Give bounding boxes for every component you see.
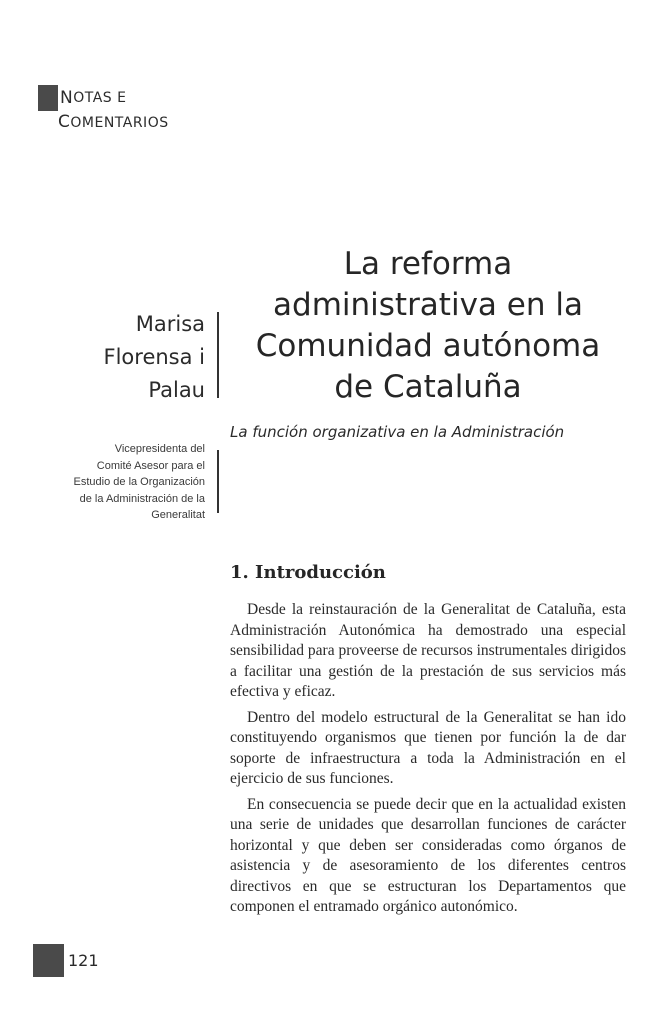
title-line-1: La reforma <box>343 246 513 282</box>
page-number-block <box>33 944 64 977</box>
paragraph-2: Dentro del modelo estructural de la Generalitat se han ido constituyendo organismos que tienen por función la de dar soporte de infraestructura a toda la Administración en el ejercicio de sus funciones. <box>230 708 626 787</box>
section-header-line-1 <box>38 85 169 111</box>
author-column <box>20 308 215 524</box>
page-number: 121 <box>68 951 99 970</box>
paragraph-3: En consecuencia se puede decir que en la actualidad existen una serie de unidades que desarrollan funciones de carácter horizontal y que deben ser consideradas como órganos de asistencia y de asesoramiento de los diferentes centros directivos en que se estructuran los Departamentos que componen el entramado orgánico autonómico. <box>230 795 626 915</box>
author-name <box>20 308 215 407</box>
article-title <box>228 244 628 408</box>
author-role-line-5: Generalitat <box>151 509 205 521</box>
author-role-divider <box>217 450 219 513</box>
article-subtitle: La función organizativa en la Administración <box>230 423 565 441</box>
author-name-line-2: Florensa i <box>103 345 205 369</box>
paragraph-1: Desde la reinstauración de la Generalitat de Cataluña, esta Administración Autonómica ha demostrado una especial sensibilidad para proveerse de recursos instrumentales dirigidos a facilitar una gestión de la prestación de sus servicios más efectiva y eficaz. <box>230 601 626 700</box>
page-footer <box>33 944 99 977</box>
author-name-line-3: Palau <box>148 378 205 402</box>
author-role <box>20 441 215 524</box>
section-initial-c: C <box>58 112 71 132</box>
section-header <box>38 85 169 134</box>
author-role-line-1: Vicepresidenta del <box>114 443 205 455</box>
section-heading: 1. Introducción <box>230 562 386 583</box>
title-line-2: administrativa en la <box>273 287 583 323</box>
author-name-line-1: Marisa <box>135 312 205 336</box>
author-role-line-2: Comité Asesor para el <box>96 459 205 472</box>
author-role-line-4: de la Administración de la <box>79 492 205 505</box>
author-name-divider <box>217 312 219 398</box>
title-line-3: Comunidad autónoma <box>255 328 601 364</box>
section-word-comentarios: OMENTARIOS <box>70 115 169 131</box>
section-header-line-2 <box>38 111 169 134</box>
author-role-line-3: Estudio de la Organización <box>73 476 205 488</box>
section-initial-n: N <box>60 88 74 108</box>
section-word-notas: OTAS E <box>73 90 127 106</box>
header-block-marker <box>38 85 58 111</box>
title-line-4: de Cataluña <box>334 369 522 405</box>
article-body <box>230 600 626 923</box>
